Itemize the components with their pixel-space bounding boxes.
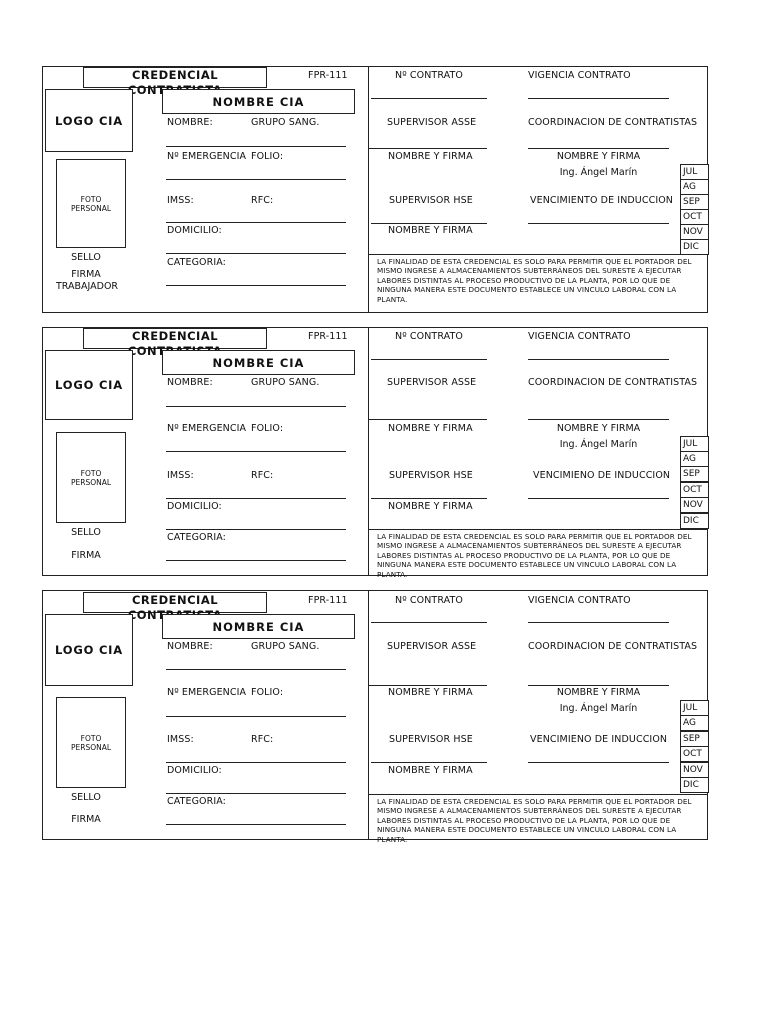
month-box: NOV	[680, 497, 709, 513]
field-line	[528, 685, 669, 686]
name-signature-label: NOMBRE Y FIRMA	[388, 687, 473, 698]
field-line	[166, 669, 346, 670]
field-line	[166, 529, 346, 530]
field-line	[369, 419, 487, 420]
field-imss: IMSS:	[167, 195, 194, 206]
field-imss: IMSS:	[167, 734, 194, 745]
company-logo-placeholder: LOGO CIA	[45, 350, 133, 420]
field-grupo-sang: GRUPO SANG.	[251, 641, 320, 652]
photo-placeholder	[56, 159, 126, 248]
credential-card-1	[42, 66, 708, 313]
field-nombre: NOMBRE:	[167, 117, 213, 128]
month-box: DIC	[680, 777, 709, 793]
coordinator-name: Ing. Ángel Marín	[559, 439, 638, 450]
field-emergencia: Nº EMERGENCIA	[167, 151, 247, 162]
field-categoria: CATEGORIA:	[167, 257, 226, 268]
photo-sub-label: PERSONAL	[70, 477, 112, 487]
card-title: CREDENCIAL	[83, 67, 267, 88]
supervisor-asse-label: SUPERVISOR ASSE	[387, 117, 477, 128]
month-box: SEP	[680, 731, 709, 747]
notice-top-border	[368, 529, 707, 530]
company-logo-placeholder: LOGO CIA	[45, 614, 133, 686]
field-domicilio: DOMICILIO:	[167, 225, 222, 236]
field-line	[371, 498, 487, 499]
field-grupo-sang: GRUPO SANG.	[251, 117, 320, 128]
contract-validity-label: VIGENCIA CONTRATO	[528, 70, 631, 81]
contract-number-label: Nº CONTRATO	[395, 70, 463, 81]
photo-label: FOTO	[80, 468, 102, 478]
field-line	[166, 498, 346, 499]
field-categoria: CATEGORIA:	[167, 532, 226, 543]
field-rfc: RFC:	[251, 195, 274, 206]
contract-validity-label: VIGENCIA CONTRATO	[528, 331, 631, 342]
credential-card-3	[42, 590, 708, 844]
field-line	[528, 359, 669, 360]
section-divider	[368, 67, 369, 312]
signature-label: FIRMA	[71, 814, 101, 825]
supervisor-hse-label: SUPERVISOR HSE	[389, 734, 473, 745]
field-line	[371, 762, 487, 763]
name-signature-label: NOMBRE Y FIRMA	[556, 423, 641, 434]
name-signature-label: NOMBRE Y FIRMA	[388, 501, 473, 512]
name-signature-label: NOMBRE Y FIRMA	[556, 151, 641, 162]
field-line	[166, 560, 346, 561]
coordination-label: COORDINACION DE CONTRATISTAS	[528, 377, 698, 388]
month-box: AG	[680, 715, 709, 731]
notice-top-border	[368, 254, 707, 255]
section-divider	[368, 328, 369, 575]
contract-number-label: Nº CONTRATO	[395, 331, 463, 342]
field-line	[166, 716, 346, 717]
notice-text: LA FINALIDAD DE ESTA CREDENCIAL ES SOLO PARA PERMITIR QUE EL PORTADOR DEL MISMO INGRESE A ALMACENAMIENTOS SUBTERRÁNEOS DEL SURESTE A EJECUTAR LABORES DISTINTAS AL PROCESO PRODUCTIVO DE LA PLANTA, POR LO QUE DE NINGUNA MANERA ESTE DOCUMENTO ESTABLECE UN VINCULO LABORAL CON LA PLANTA.	[377, 797, 692, 844]
field-line	[528, 622, 669, 623]
name-signature-label: NOMBRE Y FIRMA	[388, 765, 473, 776]
field-line	[369, 685, 487, 686]
photo-sub-label: PERSONAL	[70, 742, 112, 752]
name-signature-label: NOMBRE Y FIRMA	[388, 225, 473, 236]
company-logo-placeholder: LOGO CIA	[45, 89, 133, 152]
card-title: CREDENCIAL	[83, 328, 267, 349]
field-folio: FOLIO:	[251, 151, 284, 162]
month-box: AG	[680, 451, 709, 467]
form-code: FPR-111	[308, 70, 348, 81]
field-emergencia: Nº EMERGENCIA	[167, 687, 247, 698]
month-box: JUL	[680, 436, 709, 452]
field-line	[528, 223, 669, 224]
field-line	[528, 98, 669, 99]
company-name-box: NOMBRE CIA	[162, 89, 355, 114]
month-box: JUL	[680, 700, 709, 716]
field-line	[528, 419, 669, 420]
field-grupo-sang: GRUPO SANG.	[251, 377, 320, 388]
field-line	[166, 146, 346, 147]
supervisor-asse-label: SUPERVISOR ASSE	[387, 377, 477, 388]
photo-label: FOTO	[80, 194, 102, 204]
field-line	[369, 148, 487, 149]
field-emergencia: Nº EMERGENCIA	[167, 423, 247, 434]
field-line	[371, 622, 487, 623]
signature-label: FIRMA	[71, 550, 101, 561]
month-box: SEP	[680, 466, 709, 482]
notice-text: LA FINALIDAD DE ESTA CREDENCIAL ES SOLO PARA PERMITIR QUE EL PORTADOR DEL MISMO INGRESE A ALMACENAMIENTOS SUBTERRÁNEOS DEL SURESTE A EJECUTAR LABORES DISTINTAS AL PROCESO PRODUCTIVO DE LA PLANTA, POR LO QUE DE NINGUNA MANERA ESTE DOCUMENTO ESTABLECE UN VINCULO LABORAL CON LA PLANTA.	[377, 257, 692, 304]
photo-placeholder	[56, 432, 126, 523]
field-categoria: CATEGORIA:	[167, 796, 226, 807]
field-line	[166, 451, 346, 452]
coordination-label: COORDINACION DE CONTRATISTAS	[528, 117, 698, 128]
name-signature-label: NOMBRE Y FIRMA	[388, 151, 473, 162]
field-folio: FOLIO:	[251, 423, 284, 434]
photo-label: FOTO	[80, 733, 102, 743]
field-line	[166, 222, 346, 223]
form-code: FPR-111	[308, 331, 348, 342]
coordinator-name: Ing. Ángel Marín	[559, 167, 638, 178]
field-line	[371, 223, 487, 224]
field-line	[166, 179, 346, 180]
field-line	[166, 285, 346, 286]
month-box: OCT	[680, 209, 709, 225]
field-domicilio: DOMICILIO:	[167, 765, 222, 776]
contract-validity-label: VIGENCIA CONTRATO	[528, 595, 631, 606]
field-line	[371, 359, 487, 360]
field-folio: FOLIO:	[251, 687, 284, 698]
name-signature-label: NOMBRE Y FIRMA	[556, 687, 641, 698]
stamp-label: SELLO	[71, 792, 101, 803]
month-box: OCT	[680, 482, 709, 498]
field-domicilio: DOMICILIO:	[167, 501, 222, 512]
coordination-label: COORDINACION DE CONTRATISTAS	[528, 641, 698, 652]
month-box: NOV	[680, 762, 709, 778]
supervisor-hse-label: SUPERVISOR HSE	[389, 470, 473, 481]
photo-placeholder	[56, 697, 126, 788]
month-box: SEP	[680, 194, 709, 210]
month-box: OCT	[680, 746, 709, 762]
notice-top-border	[368, 794, 707, 795]
induction-expiry-label: VENCIMIENO DE INDUCCION	[530, 734, 668, 745]
induction-expiry-label: VENCIMIENTO DE INDUCCION	[530, 195, 674, 206]
signature-sub-label: TRABAJADOR	[55, 281, 119, 292]
field-nombre: NOMBRE:	[167, 377, 213, 388]
company-name-box: NOMBRE CIA	[162, 350, 355, 375]
field-rfc: RFC:	[251, 470, 274, 481]
month-box: AG	[680, 179, 709, 195]
induction-expiry-label: VENCIMIENO DE INDUCCION	[533, 470, 671, 481]
month-box: DIC	[680, 513, 709, 529]
form-code: FPR-111	[308, 595, 348, 606]
coordinator-name: Ing. Ángel Marín	[559, 703, 638, 714]
photo-sub-label: PERSONAL	[70, 203, 112, 213]
field-line	[166, 824, 346, 825]
field-imss: IMSS:	[167, 470, 194, 481]
company-name-box: NOMBRE CIA	[162, 614, 355, 639]
field-line	[166, 406, 346, 407]
field-line	[371, 98, 487, 99]
field-line	[528, 762, 669, 763]
credential-card-2	[42, 327, 708, 579]
section-divider	[368, 591, 369, 839]
name-signature-label: NOMBRE Y FIRMA	[388, 423, 473, 434]
contract-number-label: Nº CONTRATO	[395, 595, 463, 606]
supervisor-hse-label: SUPERVISOR HSE	[389, 195, 473, 206]
notice-text: LA FINALIDAD DE ESTA CREDENCIAL ES SOLO PARA PERMITIR QUE EL PORTADOR DEL MISMO INGRESE A ALMACENAMIENTOS SUBTERRÁNEOS DEL SURESTE A EJECUTAR LABORES DISTINTAS AL PROCESO PRODUCTIVO DE LA PLANTA, POR LO QUE DE NINGUNA MANERA ESTE DOCUMENTO ESTABLECE UN VINCULO LABORAL CON LA PLANTA.	[377, 532, 692, 579]
field-rfc: RFC:	[251, 734, 274, 745]
card-title: CREDENCIAL	[83, 592, 267, 613]
month-box: JUL	[680, 164, 709, 180]
month-box: NOV	[680, 224, 709, 240]
month-box: DIC	[680, 239, 709, 255]
field-line	[166, 762, 346, 763]
signature-label: FIRMA	[71, 269, 101, 280]
field-line	[528, 148, 669, 149]
field-nombre: NOMBRE:	[167, 641, 213, 652]
field-line	[528, 498, 669, 499]
supervisor-asse-label: SUPERVISOR ASSE	[387, 641, 477, 652]
stamp-label: SELLO	[71, 252, 101, 263]
field-line	[166, 253, 346, 254]
field-line	[166, 793, 346, 794]
stamp-label: SELLO	[71, 527, 101, 538]
